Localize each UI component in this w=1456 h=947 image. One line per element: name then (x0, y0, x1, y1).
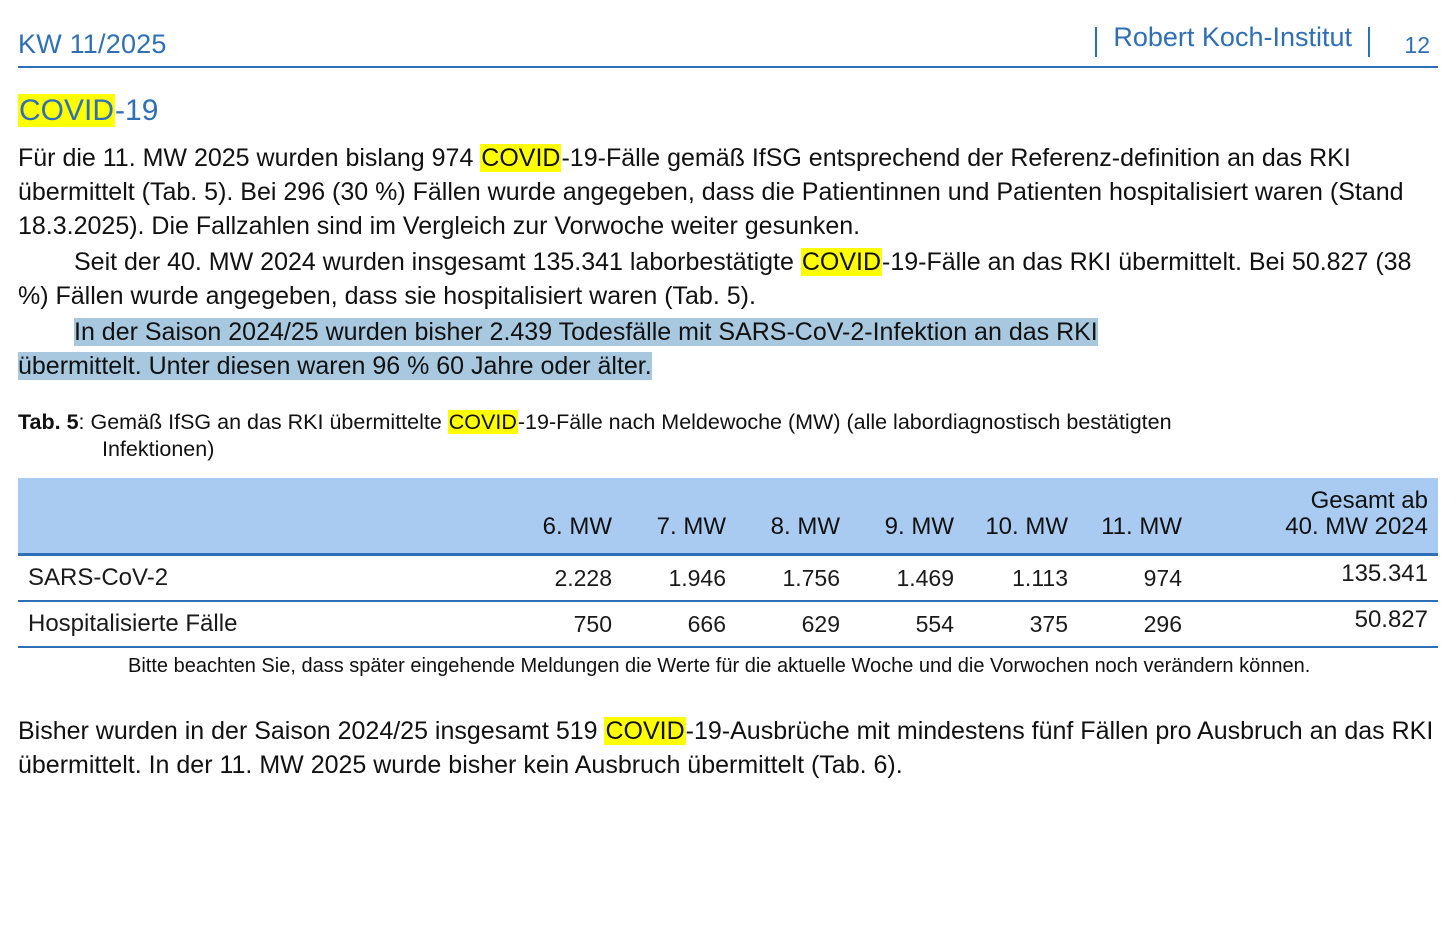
table-cell-sars-mw7: 1.946 (622, 555, 736, 602)
table-cell-hosp-mw7: 666 (622, 601, 736, 647)
paragraph-1-part-b: -19-Fälle gemäß IfSG entsprechend der Referenz-definition an das RKI übermittelt (Tab. 5). Bei 296 (30 %) Fällen wurde angegeben, dass die Patientinnen und Patienten hospitalisiert waren (Stand 18.3.2025). Die Fallzahlen sind im Vergleich zur Vorwoche weiter gesunken. (18, 143, 1404, 240)
table-row-label-sars: SARS-CoV-2 (18, 555, 508, 602)
table-cell-sars-mw6: 2.228 (508, 555, 622, 602)
table-header-mw7: 7. MW (622, 478, 736, 555)
table-header-mw11: 11. MW (1078, 478, 1192, 555)
table-cell-sars-mw10: 1.113 (964, 555, 1078, 602)
table-caption-label: Tab. 5 (18, 409, 79, 434)
paragraph-3 (18, 315, 1438, 383)
paragraph-4-part-a: Bisher wurden in der Saison 2024/25 insgesamt 519 (18, 717, 605, 746)
paragraph-2 (18, 245, 1438, 313)
paragraph-2-highlight: COVID (801, 247, 882, 276)
header-institute-name: Robert Koch-Institut (1113, 22, 1352, 52)
table-cell-hosp-mw11: 296 (1078, 601, 1192, 647)
table-header-empty (18, 478, 508, 555)
table-header-mw6: 6. MW (508, 478, 622, 555)
table-note: Bitte beachten Sie, dass später eingehende Meldungen die Werte für die aktuelle Woche und die Vorwochen noch verändern können. (128, 655, 1311, 678)
table-caption (18, 409, 1438, 464)
table-body (18, 555, 1438, 648)
table-caption-highlight: COVID (448, 409, 517, 434)
table-header-mw10: 10. MW (964, 478, 1078, 555)
table-caption-line-2: Infektionen) (102, 437, 215, 462)
table-cell-sars-mw8: 1.756 (736, 555, 850, 602)
table-row (18, 601, 1438, 647)
paragraph-1-part-a: Für die 11. MW 2025 wurden bislang 974 (18, 143, 481, 172)
table-row-label-hospitalisiert: Hospitalisierte Fälle (18, 601, 508, 647)
section-title-rest: -19 (115, 93, 159, 127)
paragraph-3-line-2: übermittelt. Unter diesen waren 96 % 60 Jahre oder älter. (18, 351, 652, 380)
paragraph-1 (18, 141, 1438, 243)
table-header (18, 478, 1438, 555)
paragraph-4 (18, 714, 1438, 782)
table-header-row (18, 478, 1438, 555)
table-cell-hosp-mw8: 629 (736, 601, 850, 647)
table-cell-hosp-total: 50.827 (1192, 601, 1438, 647)
table-cell-hosp-mw10: 375 (964, 601, 1078, 647)
page-number: 12 (1404, 31, 1430, 58)
paragraph-3-line-1: In der Saison 2024/25 wurden bisher 2.439 Todesfälle mit SARS-CoV-2-Infektion an das RKI (74, 317, 1098, 346)
table-caption-part-b: -19-Fälle nach Meldewoche (MW) (alle labordiagnostisch bestätigten (517, 409, 1172, 434)
covid-cases-table (18, 478, 1438, 649)
header-institute-block (1079, 22, 1386, 53)
table-cell-hosp-mw9: 554 (850, 601, 964, 647)
table-header-total (1192, 478, 1438, 555)
header-divider-left (1095, 27, 1097, 57)
paragraph-2-part-b: -19-Fälle an das RKI übermittelt. Bei 50.827 (38 %) Fällen wurde angegeben, dass sie hospitalisiert waren (Tab. 5). (18, 247, 1412, 310)
table-header-mw9: 9. MW (850, 478, 964, 555)
table-cell-sars-mw9: 1.469 (850, 555, 964, 602)
paragraph-1-highlight: COVID (481, 143, 561, 172)
section-title-highlight: COVID (19, 93, 115, 127)
table-header-total-line-1: Gesamt ab (1310, 486, 1428, 514)
table-cell-sars-total: 135.341 (1192, 555, 1438, 602)
table-row (18, 555, 1438, 602)
header-divider-right (1368, 27, 1370, 57)
section-title (18, 94, 1438, 127)
table-cell-sars-mw11: 974 (1078, 555, 1192, 602)
paragraph-4-highlight: COVID (605, 717, 685, 746)
table-header-total-line-2: 40. MW 2024 (1285, 513, 1428, 541)
page-header (18, 0, 1438, 68)
header-week-label: KW 11/2025 (18, 28, 167, 59)
table-header-mw8: 8. MW (736, 478, 850, 555)
paragraph-4-part-b: -19-Ausbrüche mit mindestens fünf Fällen pro Ausbruch an das RKI übermittelt. In der 11. MW 2025 wurde bisher kein Ausbruch übermittelt (Tab. 6). (18, 717, 1434, 780)
table-cell-hosp-mw6: 750 (508, 601, 622, 647)
paragraph-2-part-a: Seit der 40. MW 2024 wurden insgesamt 135.341 laborbestätigte (74, 247, 801, 276)
table-caption-part-a: : Gemäß IfSG an das RKI übermittelte (78, 409, 448, 434)
